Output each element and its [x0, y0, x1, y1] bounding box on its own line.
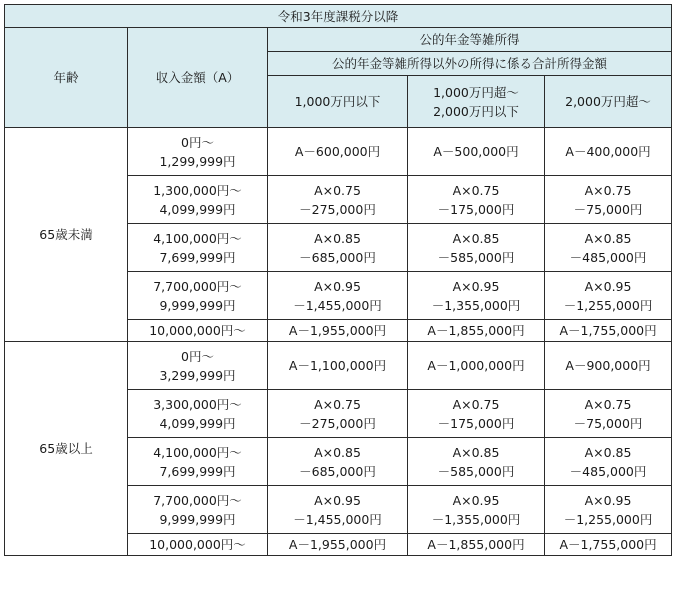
- income-header: 収入金額（A）: [128, 28, 268, 128]
- deduction-10m-to-20m-cell-line2: －175,000円: [437, 415, 515, 431]
- deduction-10m-to-20m-cell: [408, 176, 545, 224]
- deduction-under-10m-cell-line1: A－1,100,000円: [288, 358, 387, 373]
- deduction-under-10m-cell: [268, 438, 408, 486]
- deduction-10m-to-20m-cell-line2: －175,000円: [437, 201, 515, 217]
- deduction-under-10m-cell-line1: A×0.95: [314, 492, 361, 508]
- deduction-10m-to-20m-cell-line2: －585,000円: [437, 463, 515, 479]
- deduction-over-20m-cell: [545, 320, 672, 342]
- deduction-over-20m-cell-line2: －485,000円: [569, 463, 647, 479]
- pension-deduction-table-container: [4, 4, 672, 556]
- deduction-10m-to-20m-cell: [408, 438, 545, 486]
- deduction-under-10m-cell-line1: A－1,955,000円: [288, 323, 387, 338]
- deduction-10m-to-20m-cell: [408, 128, 545, 176]
- deduction-over-20m-cell: [545, 486, 672, 534]
- deduction-10m-to-20m-cell-line1: A×0.85: [452, 444, 500, 460]
- deduction-under-10m-cell: [268, 534, 408, 556]
- deduction-over-20m-cell-line2: －75,000円: [573, 201, 643, 217]
- deduction-under-10m-cell-line2: －685,000円: [299, 249, 376, 265]
- deduction-10m-to-20m-cell-line2: －1,355,000円: [431, 511, 521, 527]
- age-group-cell: 65歳未満: [5, 128, 128, 342]
- income-range-cell: [128, 534, 268, 556]
- income-range-cell-line2: 7,699,999円: [159, 249, 236, 265]
- income-range-cell-line1: 0円～: [181, 348, 214, 364]
- other-income-subheader: 公的年金等雑所得以外の所得に係る合計所得金額: [268, 52, 672, 76]
- income-range-cell: [128, 390, 268, 438]
- deduction-over-20m-cell-line2: －1,255,000円: [563, 297, 653, 313]
- deduction-over-20m-cell: [545, 534, 672, 556]
- table-title: 令和3年度課税分以降: [5, 5, 672, 28]
- deduction-over-20m-cell-line1: A×0.95: [584, 278, 632, 294]
- deduction-10m-to-20m-cell: [408, 390, 545, 438]
- deduction-10m-to-20m-cell: [408, 320, 545, 342]
- column-header-over-20m: 2,000万円超～: [545, 76, 672, 128]
- deduction-10m-to-20m-cell: [408, 224, 545, 272]
- deduction-10m-to-20m-cell-line1: A×0.75: [452, 396, 500, 412]
- deduction-10m-to-20m-cell: [408, 272, 545, 320]
- table-row: [5, 128, 672, 176]
- deduction-under-10m-cell: [268, 320, 408, 342]
- deduction-under-10m-cell-line1: A×0.85: [314, 230, 361, 246]
- income-range-cell-line1: 10,000,000円～: [149, 323, 246, 338]
- deduction-10m-to-20m-cell-line1: A×0.85: [452, 230, 500, 246]
- deduction-over-20m-cell: [545, 438, 672, 486]
- deduction-over-20m-cell-line1: A×0.75: [584, 396, 632, 412]
- deduction-10m-to-20m-cell-line1: A×0.95: [452, 492, 500, 508]
- deduction-10m-to-20m-cell-line1: A×0.75: [452, 182, 500, 198]
- income-range-cell-line1: 0円～: [181, 134, 214, 150]
- income-range-cell: [128, 486, 268, 534]
- deduction-over-20m-cell-line2: －485,000円: [569, 249, 647, 265]
- income-range-cell-line2: 4,099,999円: [159, 415, 236, 431]
- deduction-10m-to-20m-cell-line1: A×0.95: [452, 278, 500, 294]
- deduction-under-10m-cell: [268, 128, 408, 176]
- deduction-over-20m-cell-line1: A－400,000円: [565, 144, 651, 159]
- column-header-under-10m: 1,000万円以下: [268, 76, 408, 128]
- deduction-10m-to-20m-cell-line1: A－1,855,000円: [427, 537, 525, 552]
- deduction-over-20m-cell-line1: A－1,755,000円: [559, 323, 657, 338]
- income-range-cell: [128, 176, 268, 224]
- deduction-10m-to-20m-cell-line1: A－1,000,000円: [427, 358, 525, 373]
- pension-deduction-table: [4, 4, 672, 556]
- table-row: [5, 342, 672, 390]
- income-range-cell-line1: 10,000,000円～: [149, 537, 246, 552]
- deduction-under-10m-cell-line2: －275,000円: [299, 201, 376, 217]
- deduction-10m-to-20m-cell: [408, 486, 545, 534]
- income-range-cell: [128, 320, 268, 342]
- deduction-over-20m-cell: [545, 224, 672, 272]
- deduction-under-10m-cell-line1: A×0.85: [314, 444, 361, 460]
- deduction-under-10m-cell: [268, 224, 408, 272]
- deduction-over-20m-cell: [545, 176, 672, 224]
- deduction-10m-to-20m-cell: [408, 342, 545, 390]
- deduction-under-10m-cell-line2: －275,000円: [299, 415, 376, 431]
- deduction-over-20m-cell: [545, 128, 672, 176]
- deduction-over-20m-cell-line1: A－900,000円: [565, 358, 651, 373]
- deduction-under-10m-cell: [268, 176, 408, 224]
- deduction-over-20m-cell-line1: A×0.85: [584, 444, 632, 460]
- deduction-under-10m-cell: [268, 272, 408, 320]
- deduction-10m-to-20m-cell-line1: A－1,855,000円: [427, 323, 525, 338]
- deduction-over-20m-cell: [545, 272, 672, 320]
- deduction-under-10m-cell: [268, 486, 408, 534]
- age-header: 年齢: [5, 28, 128, 128]
- income-range-cell: [128, 224, 268, 272]
- income-range-cell: [128, 342, 268, 390]
- deduction-under-10m-cell-line1: A×0.75: [314, 396, 361, 412]
- deduction-under-10m-cell-line2: －685,000円: [299, 463, 376, 479]
- deduction-under-10m-cell-line1: A－1,955,000円: [288, 537, 387, 552]
- deduction-over-20m-cell: [545, 390, 672, 438]
- deduction-over-20m-cell-line1: A×0.75: [584, 182, 632, 198]
- income-range-cell-line2: 9,999,999円: [159, 511, 236, 527]
- deduction-under-10m-cell-line2: －1,455,000円: [293, 297, 382, 313]
- income-range-cell: [128, 272, 268, 320]
- age-group-cell: 65歳以上: [5, 342, 128, 556]
- income-range-cell-line2: 7,699,999円: [159, 463, 236, 479]
- income-range-cell: [128, 128, 268, 176]
- income-range-cell-line1: 4,100,000円～: [153, 444, 242, 460]
- income-range-cell-line1: 7,700,000円～: [153, 278, 242, 294]
- column-header-10m-to-20m-line1: 1,000万円超～: [433, 84, 519, 100]
- deduction-over-20m-cell-line1: A×0.95: [584, 492, 632, 508]
- income-range-cell-line2: 1,299,999円: [159, 153, 236, 169]
- deduction-over-20m-cell-line2: －75,000円: [573, 415, 643, 431]
- deduction-10m-to-20m-cell-line2: －1,355,000円: [431, 297, 521, 313]
- column-header-10m-to-20m: [408, 76, 545, 128]
- deduction-over-20m-cell-line1: A×0.85: [584, 230, 632, 246]
- income-range-cell: [128, 438, 268, 486]
- deduction-under-10m-cell-line1: A×0.95: [314, 278, 361, 294]
- deduction-10m-to-20m-cell: [408, 534, 545, 556]
- deduction-over-20m-cell-line1: A－1,755,000円: [559, 537, 657, 552]
- column-header-10m-to-20m-line2: 2,000万円以下: [433, 103, 519, 119]
- income-range-cell-line1: 1,300,000円～: [153, 182, 242, 198]
- deduction-under-10m-cell-line1: A－600,000円: [294, 144, 381, 159]
- deduction-under-10m-cell: [268, 342, 408, 390]
- income-range-cell-line2: 4,099,999円: [159, 201, 236, 217]
- income-range-cell-line2: 3,299,999円: [159, 367, 236, 383]
- deduction-under-10m-cell-line2: －1,455,000円: [293, 511, 382, 527]
- income-range-cell-line1: 3,300,000円～: [153, 396, 242, 412]
- deduction-under-10m-cell-line1: A×0.75: [314, 182, 361, 198]
- deduction-under-10m-cell: [268, 390, 408, 438]
- deduction-over-20m-cell-line2: －1,255,000円: [563, 511, 653, 527]
- deduction-10m-to-20m-cell-line2: －585,000円: [437, 249, 515, 265]
- income-range-cell-line1: 4,100,000円～: [153, 230, 242, 246]
- income-range-cell-line1: 7,700,000円～: [153, 492, 242, 508]
- deduction-over-20m-cell: [545, 342, 672, 390]
- deduction-10m-to-20m-cell-line1: A－500,000円: [433, 144, 519, 159]
- income-range-cell-line2: 9,999,999円: [159, 297, 236, 313]
- pension-income-group-header: 公的年金等雑所得: [268, 28, 672, 52]
